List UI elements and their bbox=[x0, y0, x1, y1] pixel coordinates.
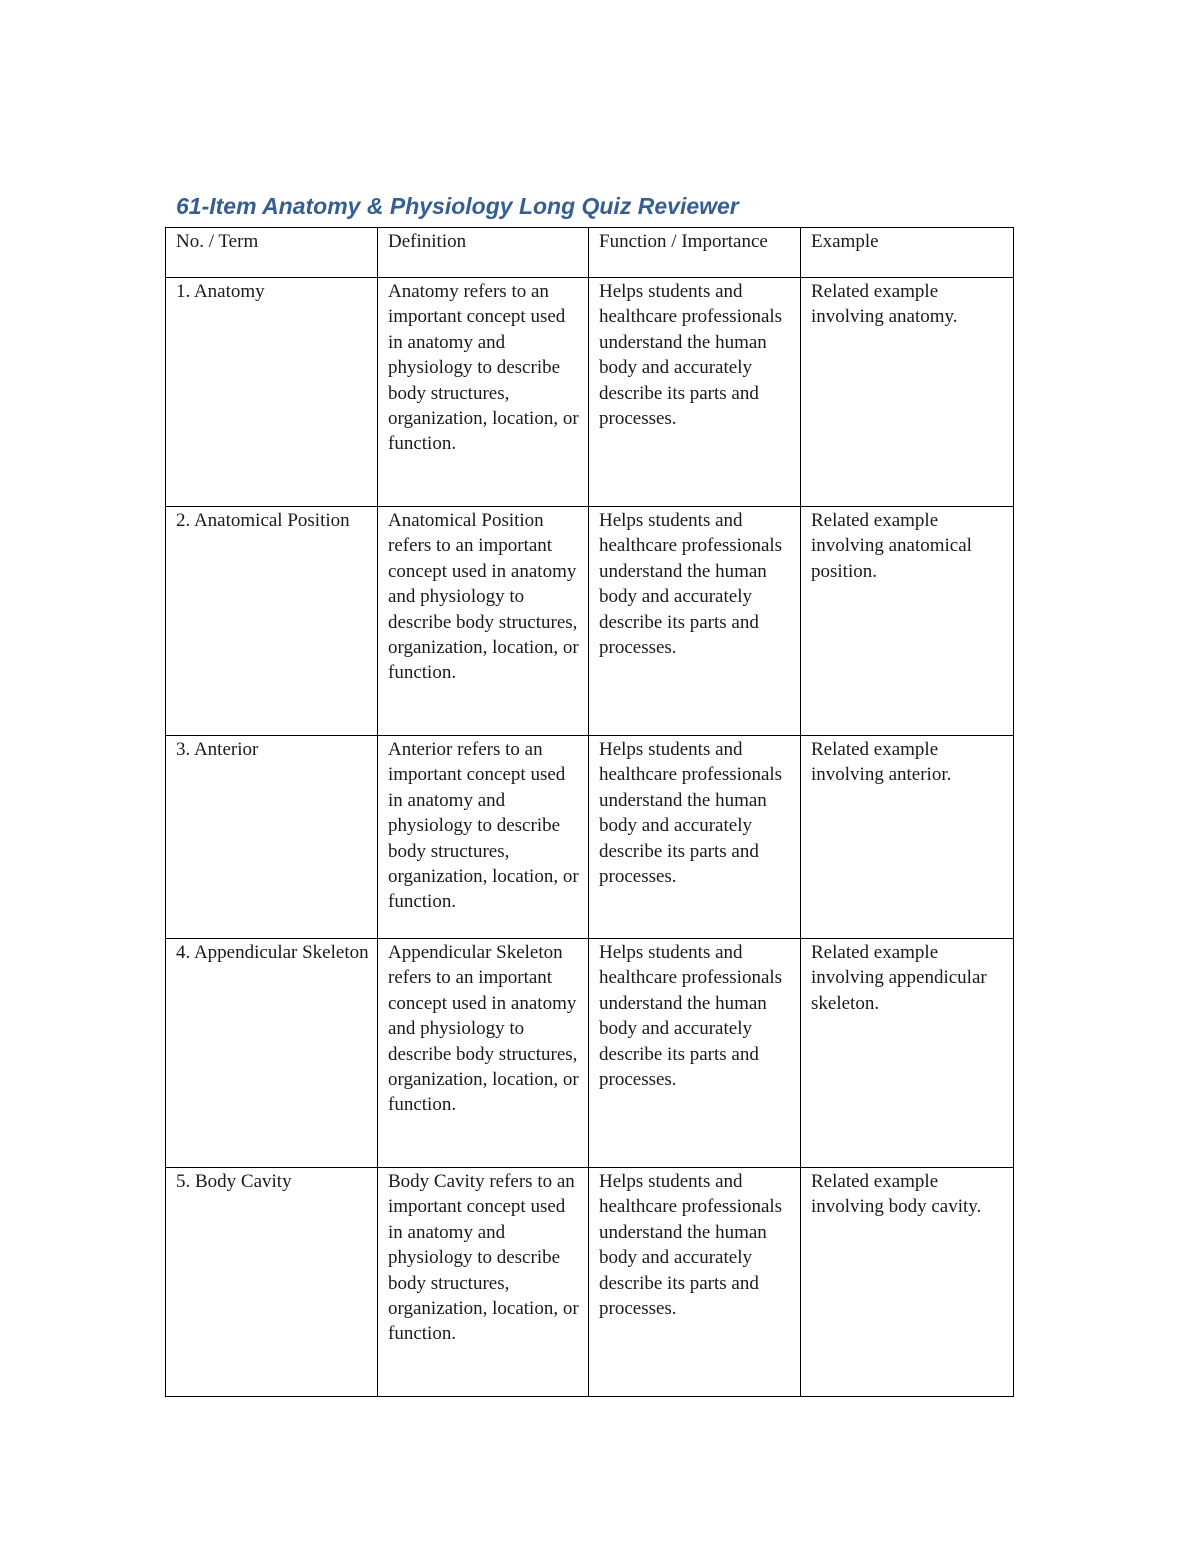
table-body bbox=[166, 278, 1014, 1397]
definition-cell: Anterior refers to an important concept used in anatomy and physiology to describe body structures, organization, location, or function. bbox=[378, 736, 589, 939]
term-cell: 4. Appendicular Skeleton bbox=[166, 939, 378, 1168]
table-row bbox=[166, 736, 1014, 939]
function-cell: Helps students and healthcare professionals understand the human body and accurately describe its parts and processes. bbox=[589, 1168, 801, 1397]
definition-cell: Body Cavity refers to an important concept used in anatomy and physiology to describe body structures, organization, location, or function. bbox=[378, 1168, 589, 1397]
definition-cell: Appendicular Skeleton refers to an important concept used in anatomy and physiology to describe body structures, organization, location, or function. bbox=[378, 939, 589, 1168]
function-cell: Helps students and healthcare professionals understand the human body and accurately describe its parts and processes. bbox=[589, 939, 801, 1168]
term-cell: 3. Anterior bbox=[166, 736, 378, 939]
table-row bbox=[166, 507, 1014, 736]
example-cell: Related example involving body cavity. bbox=[801, 1168, 1014, 1397]
example-cell: Related example involving anatomical position. bbox=[801, 507, 1014, 736]
header-example: Example bbox=[801, 228, 1014, 278]
example-cell: Related example involving anatomy. bbox=[801, 278, 1014, 507]
table-row bbox=[166, 939, 1014, 1168]
table-row bbox=[166, 1168, 1014, 1397]
function-cell: Helps students and healthcare professionals understand the human body and accurately describe its parts and processes. bbox=[589, 278, 801, 507]
definition-cell: Anatomy refers to an important concept used in anatomy and physiology to describe body structures, organization, location, or function. bbox=[378, 278, 589, 507]
term-cell: 1. Anatomy bbox=[166, 278, 378, 507]
header-function: Function / Importance bbox=[589, 228, 801, 278]
header-row bbox=[166, 228, 1014, 278]
function-cell: Helps students and healthcare professionals understand the human body and accurately describe its parts and processes. bbox=[589, 736, 801, 939]
term-cell: 2. Anatomical Position bbox=[166, 507, 378, 736]
header-definition: Definition bbox=[378, 228, 589, 278]
definition-cell: Anatomical Position refers to an important concept used in anatomy and physiology to describe body structures, organization, location, or function. bbox=[378, 507, 589, 736]
reviewer-table bbox=[165, 227, 1014, 1397]
term-cell: 5. Body Cavity bbox=[166, 1168, 378, 1397]
header-term: No. / Term bbox=[166, 228, 378, 278]
table-row bbox=[166, 278, 1014, 507]
example-cell: Related example involving appendicular skeleton. bbox=[801, 939, 1014, 1168]
table-header bbox=[166, 228, 1014, 278]
example-cell: Related example involving anterior. bbox=[801, 736, 1014, 939]
document-title: 61-Item Anatomy & Physiology Long Quiz Reviewer bbox=[176, 193, 739, 219]
function-cell: Helps students and healthcare professionals understand the human body and accurately describe its parts and processes. bbox=[589, 507, 801, 736]
